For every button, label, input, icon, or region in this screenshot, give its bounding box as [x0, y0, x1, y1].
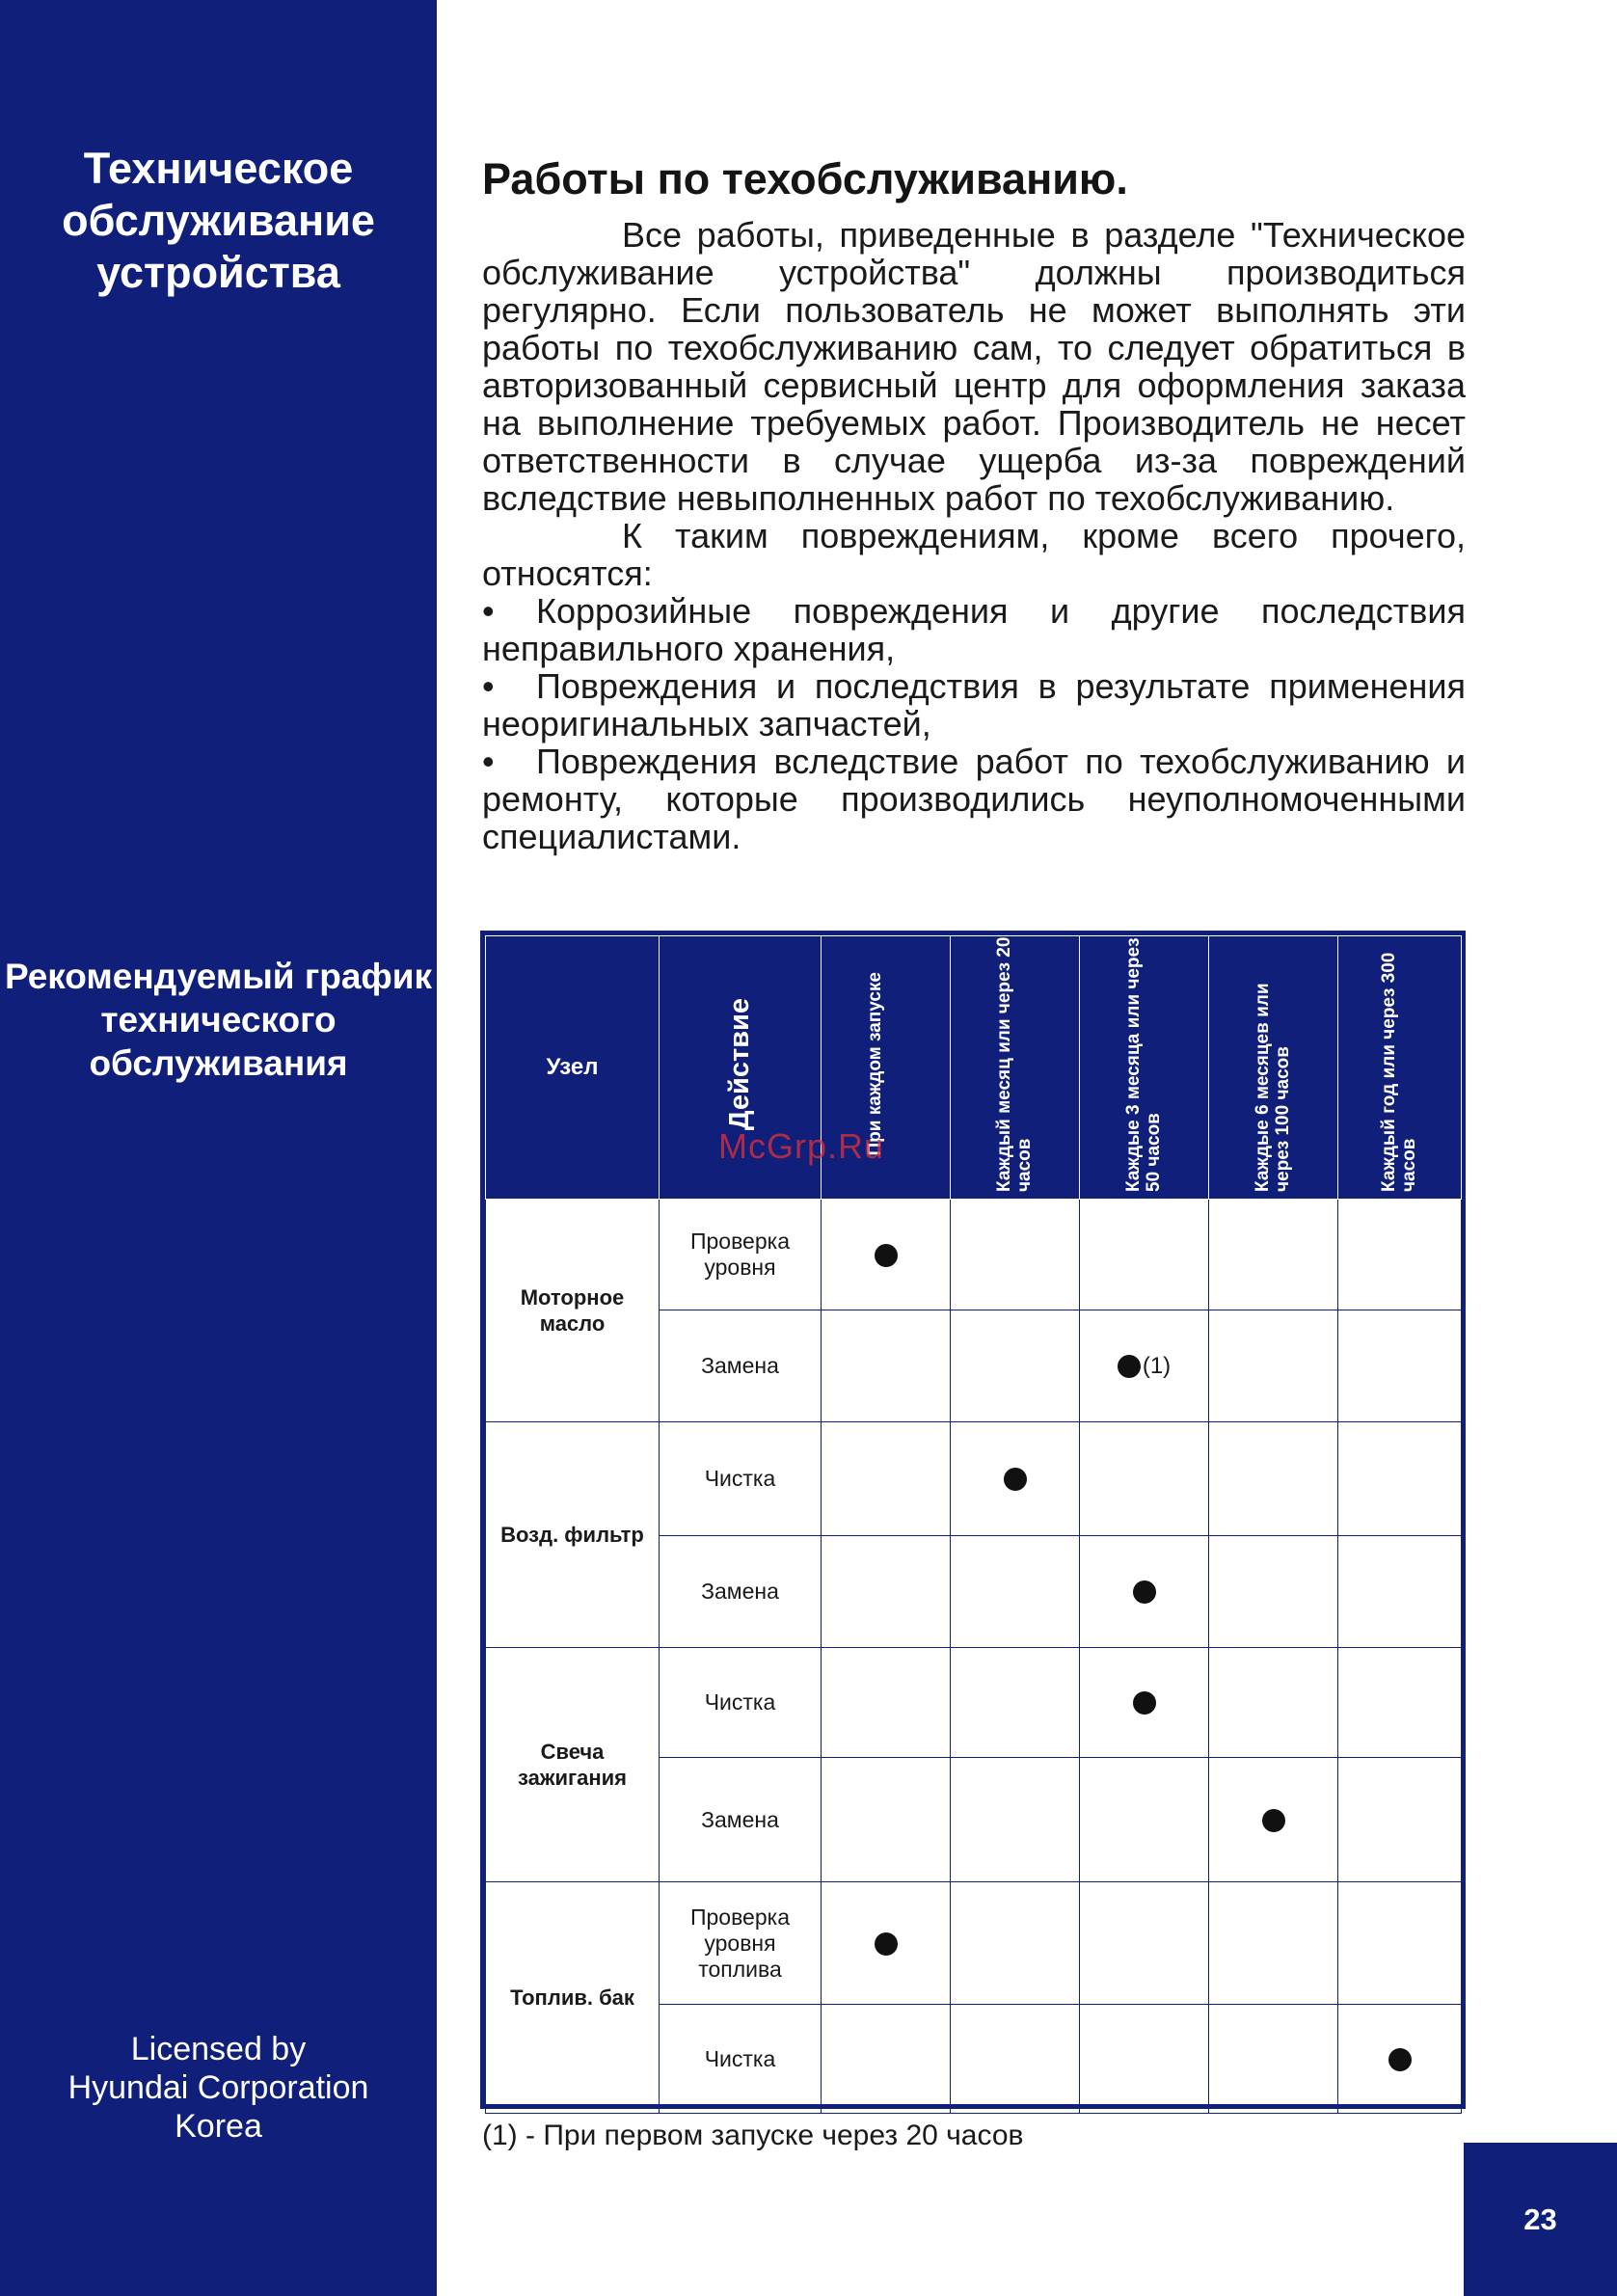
schedule-cell: [951, 1310, 1080, 1422]
marker-dot: [1388, 2048, 1412, 2071]
schedule-cell: [1338, 1310, 1462, 1422]
marker-dot: [1262, 1809, 1285, 1832]
schedule-cell: [822, 1648, 951, 1758]
schedule-cell: [951, 1536, 1080, 1648]
body-text: [482, 216, 1466, 855]
table-row: [486, 1200, 1462, 1310]
schedule-cell: [1209, 1758, 1338, 1882]
table-row: [486, 1422, 1462, 1536]
license-line: Licensed by: [130, 2031, 307, 2067]
schedule-cell: [1338, 1648, 1462, 1758]
paragraph: Все работы, приведенные в разделе "Техническое обслуживание устройства" должны производиться регулярно. Если пользователь не может выполнять эти работы по техобслуживанию сам, то следует обратиться в авторизованный сервисный центр для оформления заказа на выполнение требуемых работ. Производитель не несет ответственности в случае ущерба из-за повреждений вследствие невыполненных работ по техобслуживанию.: [482, 215, 1466, 518]
header-label: Каждые 6 месяцев или через 100 часов: [1252, 983, 1293, 1192]
bullet-item: • Коррозийные повреждения и другие последствия неправильного хранения,: [482, 592, 1466, 667]
schedule-cell: [1338, 2005, 1462, 2114]
schedule-cell: [1209, 1200, 1338, 1310]
schedule-cell: [822, 1536, 951, 1648]
header-unit: Узел: [486, 936, 660, 1200]
page-number: 23: [1523, 2201, 1557, 2236]
action-cell: Проверка уровня топлива: [660, 1882, 822, 2005]
header-label: При каждом запуске: [864, 972, 885, 1156]
schedule-cell: [822, 1310, 951, 1422]
table-row: [486, 1882, 1462, 2005]
schedule-cell: [822, 2005, 951, 2114]
header-6-months: [1209, 936, 1338, 1200]
schedule-cell: [1338, 1200, 1462, 1310]
schedule-cell: [1080, 1310, 1209, 1422]
schedule-cell: [1080, 1648, 1209, 1758]
header-yearly: [1338, 936, 1462, 1200]
action-cell: Замена: [660, 1758, 822, 1882]
license-text: [0, 2030, 437, 2146]
schedule-cell: [951, 1648, 1080, 1758]
header-label: Каждые 3 месяца или через 50 часов: [1122, 937, 1164, 1192]
unit-cell: Моторное масло: [486, 1200, 660, 1422]
header-label: Каждый месяц или через 20 часов: [993, 936, 1035, 1192]
schedule-cell: [822, 1422, 951, 1536]
header-label: Каждый год или через 300 часов: [1378, 952, 1419, 1192]
schedule-cell: [1209, 1648, 1338, 1758]
schedule-cell: [1209, 1536, 1338, 1648]
note-mark: (1): [1142, 1352, 1172, 1379]
header-3-months: [1080, 936, 1209, 1200]
action-cell: Чистка: [660, 1648, 822, 1758]
license-line: Korea: [175, 2108, 262, 2145]
bullet-item: • Повреждения вследствие работ по техобслуживанию и ремонту, которые производились неуполномоченными специалистами.: [482, 743, 1466, 855]
unit-cell: Свеча зажигания: [486, 1648, 660, 1882]
footnote: (1) - При первом запуске через 20 часов: [482, 2120, 1024, 2151]
schedule-cell: [951, 1882, 1080, 2005]
schedule-cell: [951, 2005, 1080, 2114]
schedule-cell: [1080, 1536, 1209, 1648]
action-cell: Чистка: [660, 2005, 822, 2114]
schedule-cell: [1080, 1422, 1209, 1536]
page-heading: Работы по техобслуживанию.: [482, 154, 1128, 203]
action-cell: Проверка уровня: [660, 1200, 822, 1310]
schedule-cell: [951, 1422, 1080, 1536]
header-action-label: Действие: [724, 997, 755, 1131]
marker-dot: [1133, 1580, 1156, 1604]
action-cell: Чистка: [660, 1422, 822, 1536]
watermark: McGrp.Ru: [718, 1126, 885, 1166]
action-cell: Замена: [660, 1310, 822, 1422]
schedule-cell: [1080, 1882, 1209, 2005]
schedule-cell: [1338, 1758, 1462, 1882]
bullet-item: • Повреждения и последствия в результате применения неоригинальных запчастей,: [482, 667, 1466, 743]
schedule-cell: [1080, 2005, 1209, 2114]
page-number-box: [1464, 2143, 1617, 2296]
marker-dot: [1004, 1468, 1027, 1491]
schedule-cell: [951, 1200, 1080, 1310]
maintenance-schedule-table: [480, 931, 1466, 2109]
schedule-cell: [822, 1882, 951, 2005]
schedule-cell: [822, 1758, 951, 1882]
unit-cell: Топлив. бак: [486, 1882, 660, 2114]
paragraph: К таким повреждениям, кроме всего прочего, относятся:: [482, 516, 1466, 593]
schedule-cell: [1338, 1536, 1462, 1648]
schedule-cell: [1209, 1310, 1338, 1422]
schedule-cell: [1209, 1422, 1338, 1536]
schedule-cell: [1080, 1200, 1209, 1310]
table-row: [486, 1648, 1462, 1758]
unit-cell: Возд. фильтр: [486, 1422, 660, 1648]
schedule-cell: [951, 1758, 1080, 1882]
section-subtitle: Рекомендуемый график технического обслуживания: [4, 957, 433, 1083]
schedule-cell: [1080, 1758, 1209, 1882]
marker-dot: [1133, 1691, 1156, 1715]
marker-dot: [875, 1244, 898, 1267]
schedule-cell: [1209, 2005, 1338, 2114]
license-line: Hyundai Corporation: [67, 2069, 369, 2106]
sidebar: [0, 0, 437, 2296]
action-cell: Замена: [660, 1536, 822, 1648]
schedule-cell: [1209, 1882, 1338, 2005]
schedule-cell: [1338, 1882, 1462, 2005]
section-title: Техническое обслуживание устройства: [62, 144, 375, 297]
main-content: [482, 154, 1466, 855]
schedule-cell: [1338, 1422, 1462, 1536]
marker-dot: [1118, 1355, 1141, 1378]
header-monthly: [951, 936, 1080, 1200]
marker-dot: [875, 1932, 898, 1956]
schedule-cell: [822, 1200, 951, 1310]
